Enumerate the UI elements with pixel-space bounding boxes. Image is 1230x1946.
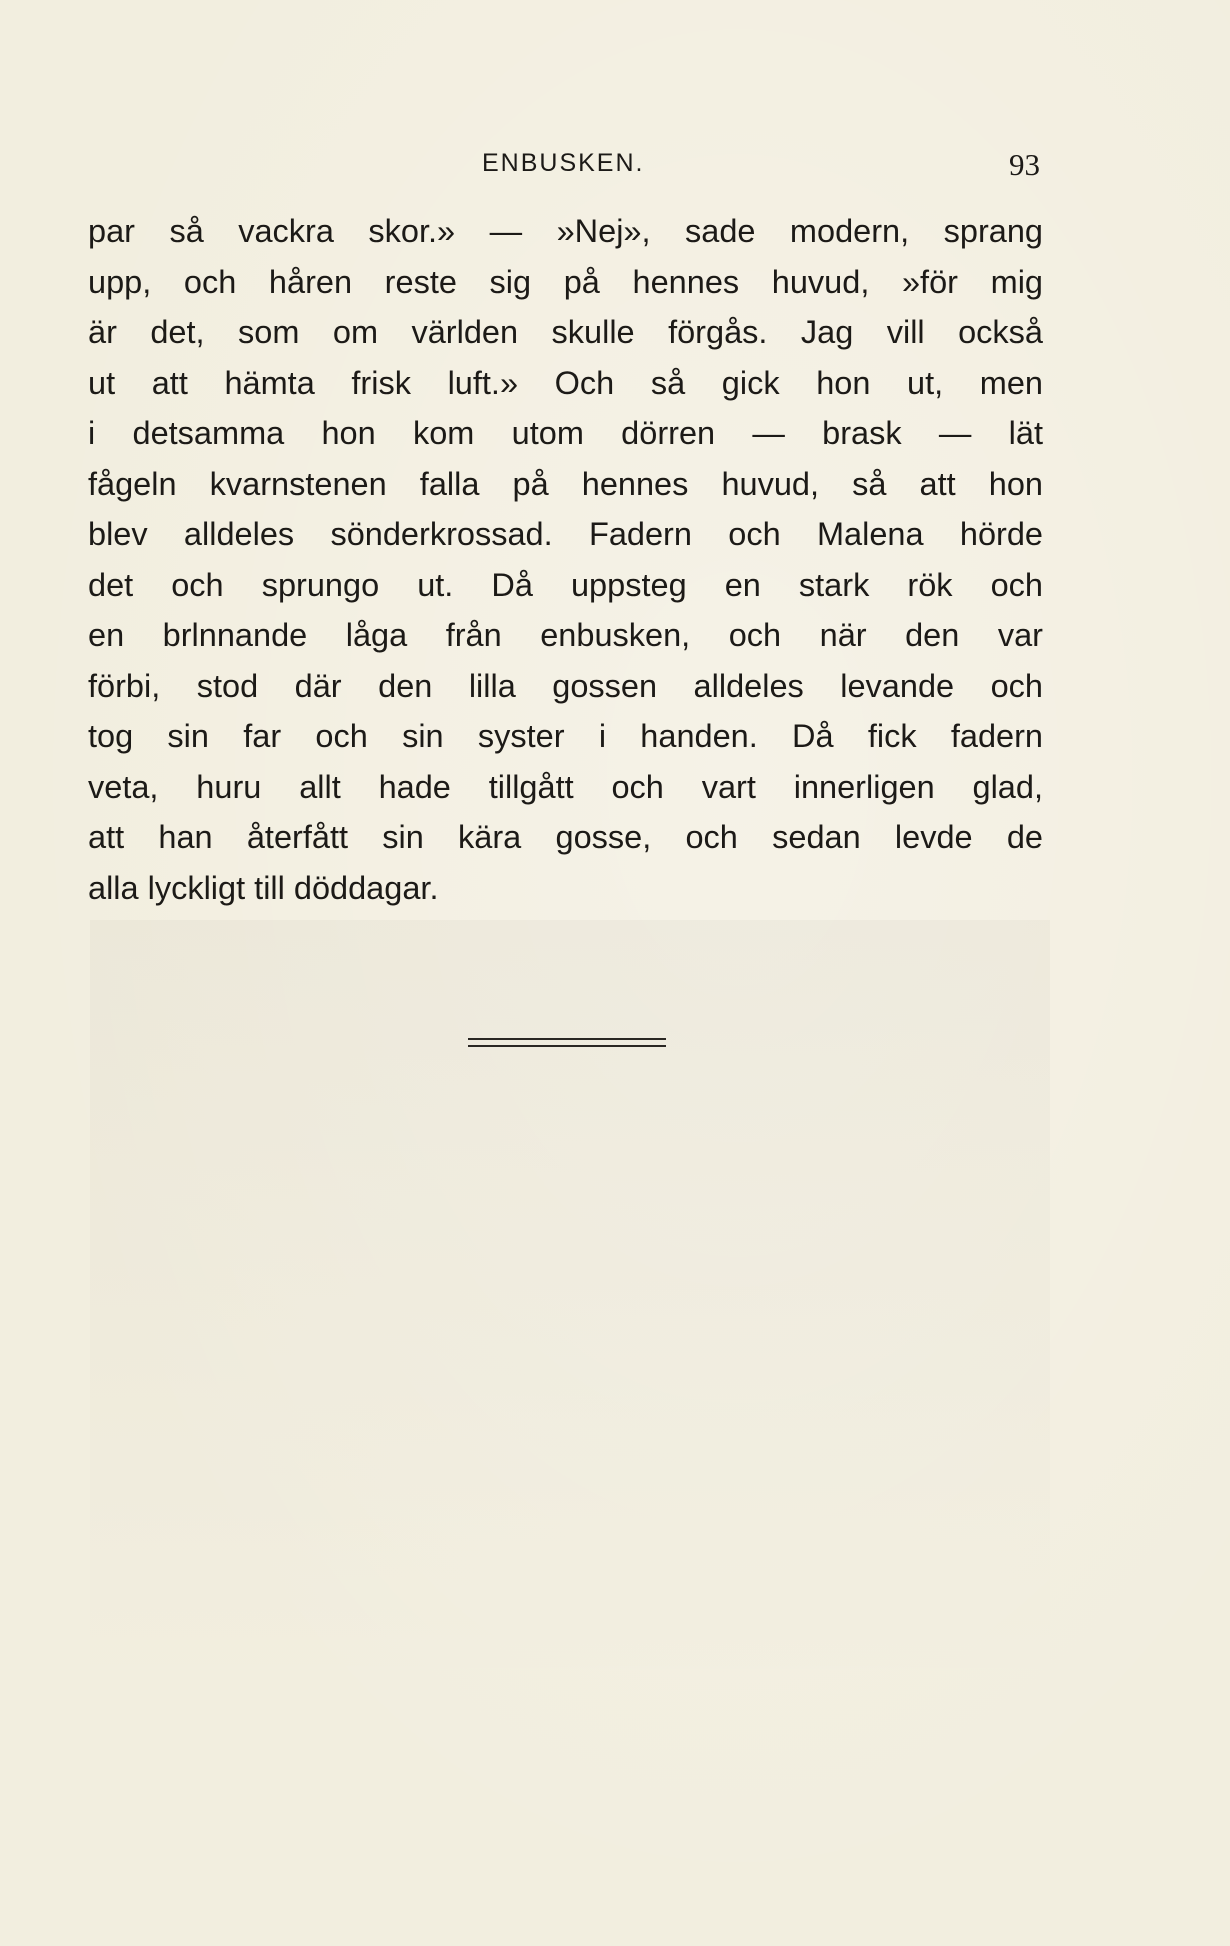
rule-line-bottom (468, 1045, 666, 1047)
running-head (90, 143, 1045, 183)
page-number: 93 (1009, 147, 1040, 182)
text-line-last: alla lyckligt till döddagar. (88, 869, 439, 906)
text-line: att han återfått sin kära gosse, och sedan levde de (88, 819, 1043, 855)
story-paragraph (88, 206, 1043, 913)
text-line: en brlnnande låga från enbusken, och när den var (88, 617, 1043, 653)
text-line: upp, och håren reste sig på hennes huvud, »för mig (88, 263, 1043, 300)
text-line: fågeln kvarnstenen falla på hennes huvud, så att hon (88, 465, 1043, 502)
text-line: par så vackra skor.» — »Nej», sade modern, sprang (88, 213, 1043, 249)
text-line: förbi, stod där den lilla gossen alldeles levande och (88, 667, 1043, 704)
end-ornament-rule (468, 1038, 666, 1048)
show-through-shadow (90, 920, 1050, 1700)
running-title: ENBUSKEN. (482, 149, 645, 177)
text-line: blev alldeles sönderkrossad. Fadern och Malena hörde (88, 516, 1043, 552)
text-line: i detsamma hon kom utom dörren — brask — lät (88, 415, 1043, 451)
text-line: ut att hämta frisk luft.» Och så gick hon ut, men (88, 364, 1043, 401)
text-line: veta, huru allt hade tillgått och vart innerligen glad, (88, 768, 1043, 805)
text-line: är det, som om världen skulle förgås. Jag vill också (88, 314, 1043, 350)
text-line: det och sprungo ut. Då uppsteg en stark rök och (88, 566, 1043, 603)
text-line: tog sin far och sin syster i handen. Då fick fadern (88, 718, 1043, 754)
rule-line-top (468, 1038, 666, 1040)
